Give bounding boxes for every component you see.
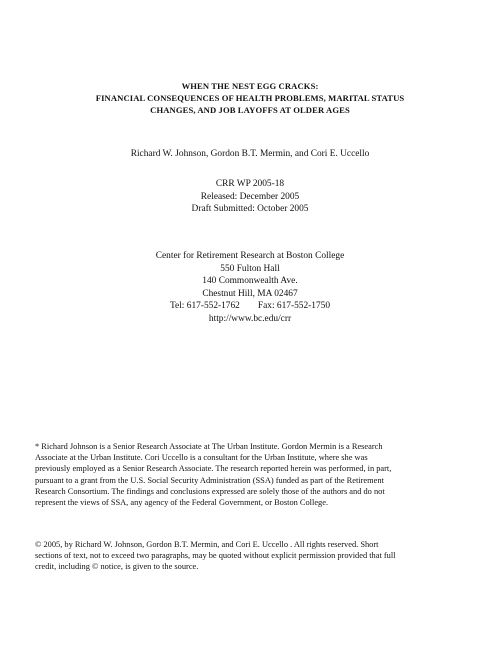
center-building: 550 Fulton Hall bbox=[220, 263, 280, 274]
authors: Richard W. Johnson, Gordon B.T. Mermin, and Cori E. Uccello bbox=[130, 149, 370, 159]
center-url[interactable]: http://www.bc.edu/crr bbox=[208, 313, 292, 324]
footnote-line: pursuant to a grant from the U.S. Social Security Administration (SSA) funded as part of the Retirement bbox=[35, 475, 384, 485]
draft-date: Draft Submitted: October 2005 bbox=[191, 204, 309, 214]
working-paper-info bbox=[40, 178, 460, 216]
center-tel: Tel: 617-552-1762 bbox=[169, 301, 240, 311]
title-line: WHEN THE NEST EGG CRACKS: bbox=[181, 81, 319, 91]
author-footnote bbox=[35, 441, 467, 508]
footnote-line: Associate at the Urban Institute. Cori Uccello is a consultant for the Urban Institute, where she was bbox=[35, 453, 368, 463]
title-line: FINANCIAL CONSEQUENCES OF HEALTH PROBLEMS, MARITAL STATUS bbox=[95, 93, 405, 103]
center-phones bbox=[40, 300, 460, 313]
center-city: Chestnut Hill, MA 02467 bbox=[202, 288, 298, 299]
copyright-line: credit, including © notice, is given to the source. bbox=[35, 562, 199, 572]
title-line: CHANGES, AND JOB LAYOFFS AT OLDER AGES bbox=[150, 105, 350, 115]
footnote-line: Research Consortium. The findings and conclusions expressed are solely those of the authors and do not bbox=[35, 486, 385, 496]
footnote-line: previously employed as a Senior Research Associate. The research reported herein was performed, in part, bbox=[35, 464, 392, 474]
center-name: Center for Retirement Research at Boston College bbox=[155, 251, 345, 261]
paper-title bbox=[40, 80, 460, 116]
copyright-line: sections of text, not to exceed two paragraphs, may be quoted without explicit permission provided that full bbox=[35, 551, 396, 561]
center-address bbox=[40, 250, 460, 325]
footnote-line: represent the views of SSA, any agency of the Federal Government, or Boston College. bbox=[35, 498, 329, 508]
copyright-line: © 2005, by Richard W. Johnson, Gordon B.T. Mermin, and Cori E. Uccello . All rights reserved. Short bbox=[35, 540, 379, 549]
center-fax: Fax: 617-552-1750 bbox=[257, 301, 331, 311]
working-paper-number: CRR WP 2005-18 bbox=[215, 179, 285, 189]
copyright-notice bbox=[35, 539, 467, 573]
release-date: Released: December 2005 bbox=[200, 191, 300, 202]
footnote-line: * Richard Johnson is a Senior Research Associate at The Urban Institute. Gordon Mermin is a Research bbox=[35, 442, 383, 451]
center-street: 140 Commonwealth Ave. bbox=[202, 276, 298, 286]
